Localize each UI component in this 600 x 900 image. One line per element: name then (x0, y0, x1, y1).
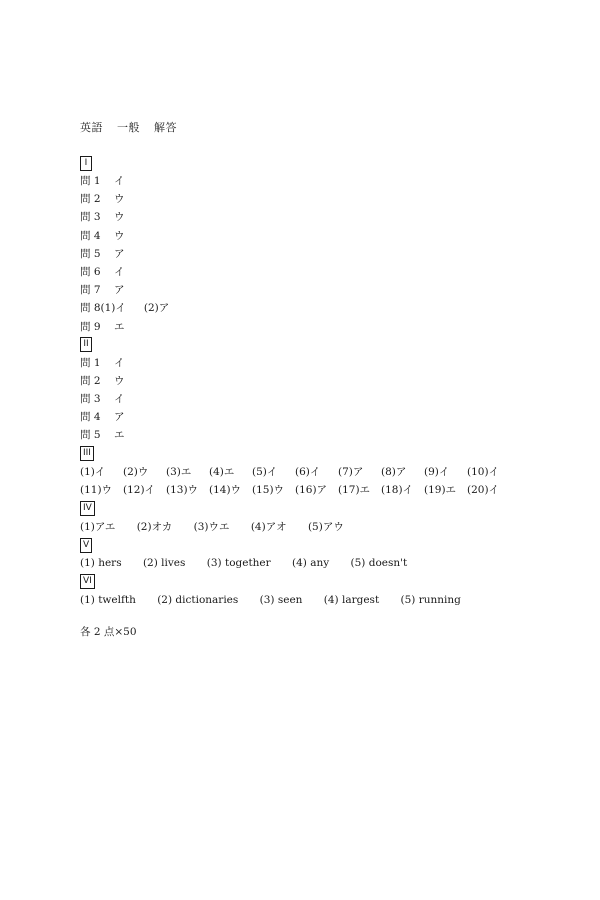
answer-value: ウ (114, 229, 125, 242)
grid-answer: (6)イ (295, 465, 321, 478)
section-heading-vi (80, 573, 580, 591)
answer-row (80, 426, 580, 444)
question-label: 問 1 (80, 175, 101, 187)
answer-value: ア (114, 284, 125, 297)
answer-value: (5)アウ (307, 520, 344, 533)
question-label: 問 2 (80, 193, 101, 206)
answer-value: (2) lives (142, 557, 186, 570)
answer-row (80, 172, 580, 190)
section-heading-iv (80, 500, 580, 518)
section-iv-answers (80, 518, 580, 537)
answer-row (80, 190, 580, 208)
question-label: 問 5 (80, 429, 101, 442)
answer-value: (5) running (400, 593, 461, 606)
question-label: 問 5 (80, 247, 101, 260)
answer-value: イ (114, 175, 125, 187)
answer-value: (1)アエ (80, 520, 116, 533)
grid-answer: (3)エ (166, 465, 192, 478)
answer-value: (4) largest (323, 593, 380, 606)
answer-row (80, 208, 580, 226)
answer-value: エ (114, 320, 125, 333)
section-numeral: IV (80, 501, 95, 516)
title-subject: 英語 (80, 121, 103, 134)
scoring-note: 各 2 点×50 (80, 626, 137, 639)
answer-value: (3) together (206, 557, 271, 570)
grid-answer: (10)イ (467, 465, 500, 478)
answer-value: (1) hers (80, 557, 122, 570)
question-label: 問 3 (80, 211, 101, 224)
section-numeral: I (80, 156, 92, 171)
section-ii-answers (80, 354, 580, 445)
answer-value: (5) doesn't (350, 557, 408, 570)
section-vi-answers (80, 591, 580, 610)
answer-row (80, 263, 580, 281)
question-label: 問 3 (80, 393, 101, 406)
answer-row (80, 408, 580, 426)
grid-answer: (9)イ (424, 465, 450, 478)
section-numeral: VI (80, 574, 95, 589)
answer-value: (2)オカ (136, 520, 173, 533)
grid-answer: (19)エ (424, 484, 457, 497)
section-i-answers (80, 172, 580, 336)
question-label: 問 4 (80, 411, 101, 424)
grid-answer: (1)イ (80, 465, 106, 478)
grid-answer: (15)ウ (252, 484, 285, 497)
question-label: 問 1 (80, 356, 101, 369)
answer-value: (1)イ (100, 302, 126, 315)
question-label: 問 2 (80, 374, 101, 387)
answer-row (80, 354, 580, 372)
grid-answer: (20)イ (467, 484, 500, 497)
answer-value: (3) seen (259, 593, 303, 606)
grid-answer: (16)ア (295, 484, 328, 497)
question-label: 問 8 (80, 302, 101, 315)
question-label: 問 7 (80, 284, 101, 297)
section-v-answers (80, 554, 580, 573)
grid-answer: (2)ウ (123, 465, 149, 478)
answer-row (80, 390, 580, 408)
answer-value: (4)アオ (250, 520, 287, 533)
section-heading-v (80, 536, 580, 554)
page-title (80, 118, 580, 138)
title-kind: 解答 (154, 121, 177, 134)
question-label: 問 9 (80, 320, 101, 333)
grid-answer: (14)ウ (209, 484, 242, 497)
section-heading-i (80, 154, 580, 172)
grid-answer: (5)イ (252, 465, 278, 478)
question-label: 問 6 (80, 265, 101, 278)
answer-value: ア (114, 247, 125, 260)
grid-answer: (18)イ (381, 484, 414, 497)
grid-answer: (13)ウ (166, 484, 199, 497)
answer-row (80, 299, 580, 317)
grid-answer: (12)イ (123, 484, 156, 497)
answer-row (80, 245, 580, 263)
answer-value: イ (114, 265, 125, 278)
grid-answer: (7)ア (338, 465, 364, 478)
answer-grid-row-2 (80, 481, 580, 500)
answer-value: (1) twelfth (80, 593, 136, 606)
answer-value: (4) any (292, 557, 330, 570)
grid-answer: (4)エ (209, 465, 235, 478)
grid-answer: (17)エ (338, 484, 371, 497)
answer-grid-row-1 (80, 463, 580, 482)
section-numeral: V (80, 538, 92, 553)
answer-value: ウ (114, 374, 125, 387)
section-heading-iii (80, 445, 580, 463)
grid-answer: (11)ウ (80, 484, 113, 497)
question-label: 問 4 (80, 229, 101, 242)
answer-value: エ (114, 429, 125, 442)
answer-row (80, 281, 580, 299)
answer-value: (2) dictionaries (157, 593, 239, 606)
answer-row (80, 372, 580, 390)
answer-value: (3)ウエ (193, 520, 230, 533)
answer-value: イ (114, 356, 125, 369)
section-heading-ii (80, 336, 580, 354)
title-level: 一般 (117, 121, 140, 134)
answer-value: ア (114, 411, 125, 424)
answer-value: ウ (114, 193, 125, 206)
answer-sheet (80, 118, 580, 641)
answer-value: ウ (114, 211, 125, 224)
answer-value-2: (2)ア (143, 302, 170, 315)
grid-answer: (8)ア (381, 465, 407, 478)
answer-row (80, 318, 580, 336)
section-numeral: III (80, 446, 94, 461)
answer-value: イ (114, 393, 125, 406)
section-numeral: II (80, 337, 92, 352)
answer-row (80, 227, 580, 245)
